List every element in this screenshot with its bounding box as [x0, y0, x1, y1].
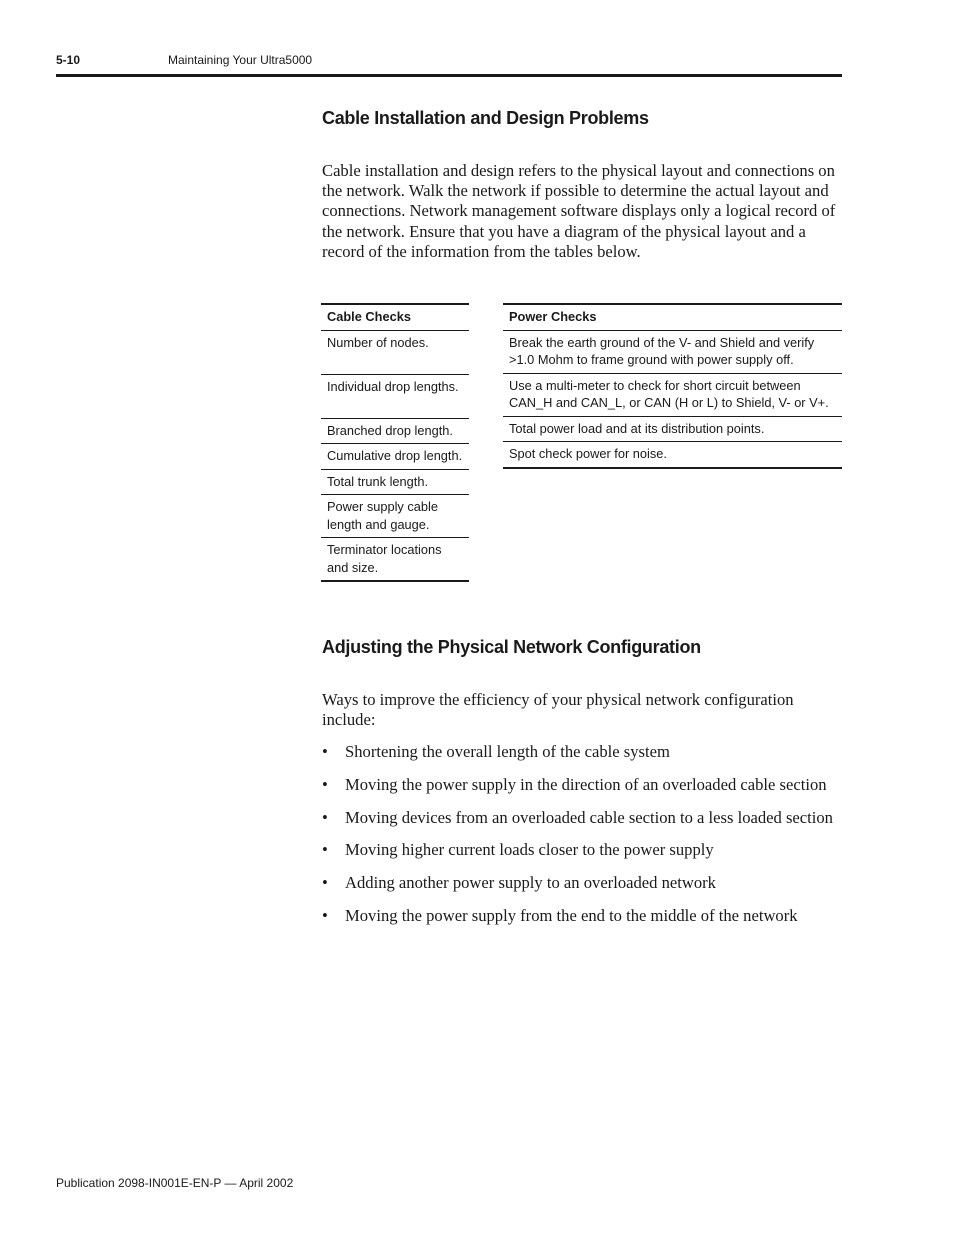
list-item — [322, 906, 842, 927]
cable-checks-cell: Power supply cable length and gauge. — [321, 495, 469, 538]
bullet-icon: • — [322, 873, 328, 893]
cable-checks-cell: Individual drop lengths. — [321, 374, 469, 418]
list-item — [322, 840, 842, 861]
list-item — [322, 873, 842, 894]
cable-checks-cell: Terminator locations and size. — [321, 538, 469, 582]
power-checks-cell: Total power load and at its distribution points. — [503, 416, 842, 442]
section-paragraph-adjusting-network: Ways to improve the efficiency of your physical network configuration include: — [322, 690, 794, 730]
power-checks-cell: Break the earth ground of the V- and Shield and verify >1.0 Mohm to frame ground with power supply off. — [503, 330, 842, 373]
power-checks-cell: Spot check power for noise. — [503, 442, 842, 468]
bullet-icon: • — [322, 774, 328, 794]
list-item-text: Moving the power supply in the direction of an overloaded cable section — [345, 774, 827, 794]
bullet-icon: • — [322, 840, 328, 860]
header-rule — [56, 74, 842, 77]
publication-footer: Publication 2098-IN001E-EN-P — April 2002 — [56, 1176, 294, 1190]
list-item-text: Moving the power supply from the end to the middle of the network — [345, 905, 798, 925]
section-paragraph-cable-installation: Cable installation and design refers to the physical layout and connections on the network. Walk the network if possible to determine the actual layout and connections. Network management software displays only a logical record of the network. Ensure that you have a diagram of the physical layout and a record of the information from the tables below. — [322, 161, 836, 261]
cable-checks-cell: Number of nodes. — [321, 330, 469, 374]
list-item-text: Moving higher current loads closer to the power supply — [345, 840, 714, 860]
bullet-icon: • — [322, 905, 328, 925]
improvement-list — [322, 742, 842, 939]
section-heading-adjusting-network: Adjusting the Physical Network Configuration — [322, 637, 701, 657]
list-item-text: Adding another power supply to an overloaded network — [345, 873, 716, 893]
cable-checks-cell: Branched drop length. — [321, 418, 469, 444]
bullet-icon: • — [322, 807, 328, 827]
bullet-icon: • — [322, 742, 328, 761]
cable-checks-table — [321, 303, 469, 582]
cable-checks-cell: Cumulative drop length. — [321, 444, 469, 470]
cable-checks-header: Cable Checks — [321, 304, 469, 330]
power-checks-table — [503, 303, 842, 469]
list-item — [322, 775, 842, 796]
list-item — [322, 742, 842, 763]
section-heading-cable-installation: Cable Installation and Design Problems — [322, 108, 649, 128]
power-checks-cell: Use a multi-meter to check for short circuit between CAN_H and CAN_L, or CAN (H or L) to Shield, V- or V+. — [503, 373, 842, 416]
power-checks-header: Power Checks — [503, 304, 842, 330]
list-item — [322, 808, 842, 829]
page-number: 5-10 — [56, 53, 81, 67]
list-item-text: Moving devices from an overloaded cable section to a less loaded section — [345, 807, 833, 827]
cable-checks-cell: Total trunk length. — [321, 469, 469, 495]
running-title: Maintaining Your Ultra5000 — [168, 53, 313, 67]
list-item-text: Shortening the overall length of the cable system — [345, 742, 670, 761]
